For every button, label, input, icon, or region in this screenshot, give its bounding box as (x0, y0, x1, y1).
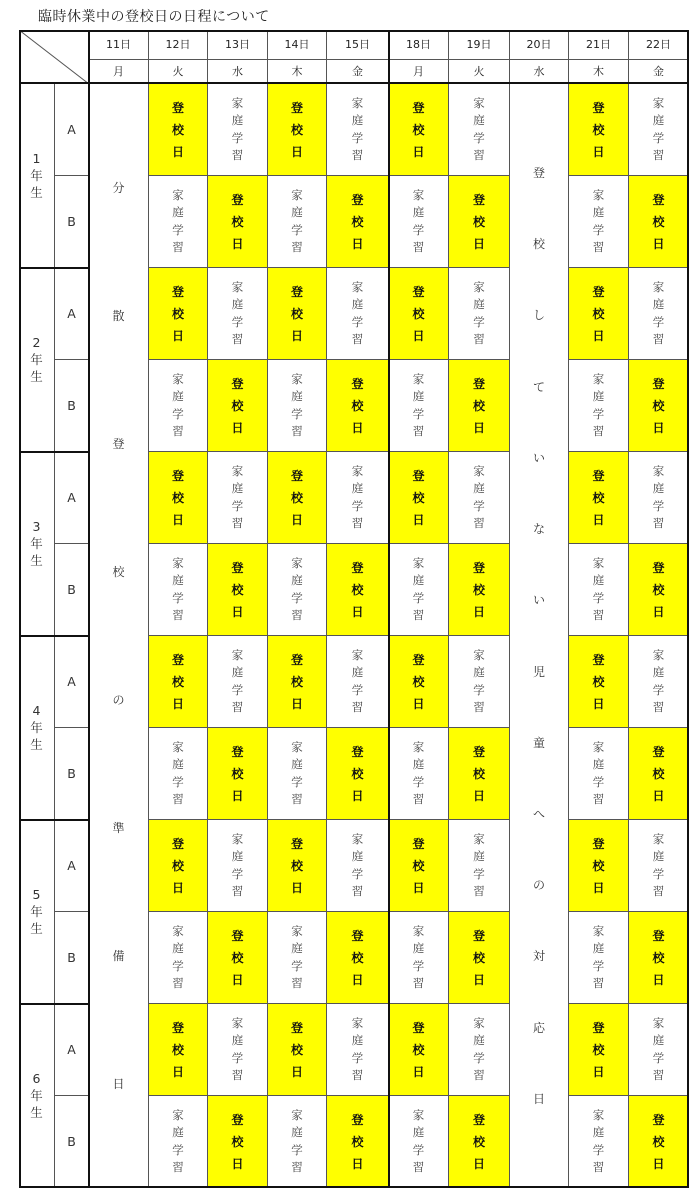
home-study-cell (389, 1096, 449, 1188)
home-study-cell (327, 820, 389, 912)
school-day-cell (569, 268, 629, 360)
home-study-cell (268, 360, 327, 452)
home-study-text: 家 庭 学 習 (291, 739, 303, 806)
grade-label-text: 1 年 生 (30, 151, 43, 200)
home-study-cell (268, 1096, 327, 1188)
grade-label-6 (19, 1004, 55, 1188)
school-day-cell (327, 176, 389, 268)
home-study-cell (327, 84, 389, 176)
grade-label-5 (19, 820, 55, 1004)
school-day-cell (389, 84, 449, 176)
grade-label-text: 3 年 生 (30, 519, 43, 568)
school-day-text: 登 校 日 (171, 468, 184, 527)
school-day-text: 登 校 日 (231, 1112, 244, 1171)
home-study-text: 家 庭 学 習 (172, 371, 184, 438)
home-study-text: 家 庭 学 習 (231, 279, 244, 346)
home-study-text: 家 庭 学 習 (652, 1015, 665, 1082)
group-label-B: B (55, 176, 89, 268)
school-day-cell (268, 84, 327, 176)
header-date-5: 18日 (389, 30, 449, 60)
school-day-text: 登 校 日 (472, 1112, 485, 1171)
school-day-cell (569, 452, 629, 544)
home-study-cell (389, 728, 449, 820)
home-study-text: 家 庭 学 習 (172, 555, 184, 622)
home-study-text: 家 庭 学 習 (592, 555, 605, 622)
home-study-text: 家 庭 学 習 (652, 831, 665, 898)
home-study-text: 家 庭 学 習 (412, 371, 425, 438)
home-study-text: 家 庭 学 習 (473, 279, 485, 346)
school-day-text: 登 校 日 (412, 652, 425, 711)
school-day-text: 登 校 日 (351, 744, 364, 803)
school-day-text: 登 校 日 (171, 652, 184, 711)
school-day-cell (569, 820, 629, 912)
school-day-cell (268, 1004, 327, 1096)
school-day-text: 登 校 日 (231, 192, 244, 251)
school-day-text: 登 校 日 (290, 100, 303, 159)
home-study-cell (569, 1096, 629, 1188)
school-day-cell (629, 544, 689, 636)
school-day-cell (327, 912, 389, 1004)
home-study-text: 家 庭 学 習 (172, 187, 184, 254)
school-day-cell (268, 452, 327, 544)
home-study-cell (629, 452, 689, 544)
header-weekday-2: 水 (208, 60, 268, 84)
home-study-text: 家 庭 学 習 (652, 463, 665, 530)
home-study-text: 家 庭 学 習 (351, 1015, 364, 1082)
school-day-text: 登 校 日 (592, 1020, 605, 1079)
school-day-cell (389, 452, 449, 544)
home-study-cell (569, 360, 629, 452)
grade-label-text: 6 年 生 (30, 1071, 43, 1120)
school-day-cell (449, 360, 510, 452)
page-title: 臨時休業中の登校日の日程について (38, 9, 270, 25)
group-label-B: B (55, 1096, 89, 1188)
home-study-text: 家 庭 学 習 (231, 463, 244, 530)
school-day-text: 登 校 日 (472, 560, 485, 619)
home-study-text: 家 庭 学 習 (291, 1107, 303, 1174)
home-study-cell (569, 544, 629, 636)
grade-divider (19, 1003, 89, 1005)
school-day-text: 登 校 日 (652, 560, 665, 619)
header-date-7: 20日 (510, 30, 569, 60)
school-day-text: 登 校 日 (171, 284, 184, 343)
grade-label-text: 5 年 生 (30, 887, 43, 936)
home-study-text: 家 庭 学 習 (291, 555, 303, 622)
school-day-text: 登 校 日 (290, 468, 303, 527)
home-study-text: 家 庭 学 習 (592, 739, 605, 806)
home-study-text: 家 庭 学 習 (172, 739, 184, 806)
column-20-note-text: 登 校 し て い な い 児 童 へ の 対 応 日 (532, 166, 545, 1106)
school-day-text: 登 校 日 (231, 376, 244, 435)
table-border-top (19, 30, 689, 32)
school-day-cell (629, 728, 689, 820)
school-day-text: 登 校 日 (290, 652, 303, 711)
school-day-cell (389, 1004, 449, 1096)
home-study-text: 家 庭 学 習 (473, 831, 485, 898)
home-study-text: 家 庭 学 習 (172, 923, 184, 990)
group-label-B: B (55, 912, 89, 1004)
header-date-0: 11日 (89, 30, 149, 60)
home-study-cell (208, 1004, 268, 1096)
school-day-cell (149, 84, 208, 176)
home-study-cell (629, 1004, 689, 1096)
school-day-cell (208, 544, 268, 636)
school-day-cell (389, 268, 449, 360)
school-day-cell (449, 1096, 510, 1188)
column-11-note (89, 84, 149, 1188)
school-day-cell (629, 912, 689, 1004)
school-day-cell (327, 544, 389, 636)
group-label-A: A (55, 1004, 89, 1096)
table-border-bottom (19, 1186, 689, 1188)
home-study-text: 家 庭 学 習 (473, 95, 485, 162)
home-study-cell (449, 84, 510, 176)
grade-divider (19, 819, 89, 821)
header-weekday-1: 火 (149, 60, 208, 84)
corner-diagonal (19, 30, 89, 84)
header-bottom-rule (19, 82, 689, 84)
school-day-text: 登 校 日 (231, 560, 244, 619)
home-study-cell (449, 636, 510, 728)
school-day-text: 登 校 日 (231, 744, 244, 803)
home-study-text: 家 庭 学 習 (473, 647, 485, 714)
school-day-text: 登 校 日 (412, 284, 425, 343)
school-day-text: 登 校 日 (412, 1020, 425, 1079)
home-study-text: 家 庭 学 習 (172, 1107, 184, 1174)
school-day-cell (569, 84, 629, 176)
school-day-cell (449, 728, 510, 820)
group-label-B: B (55, 728, 89, 820)
grade-divider (19, 635, 89, 637)
home-study-cell (327, 636, 389, 728)
home-study-text: 家 庭 学 習 (231, 831, 244, 898)
grade-divider (19, 451, 89, 453)
school-day-text: 登 校 日 (351, 192, 364, 251)
grade-label-4 (19, 636, 55, 820)
home-study-text: 家 庭 学 習 (291, 923, 303, 990)
school-day-cell (569, 636, 629, 728)
home-study-cell (629, 636, 689, 728)
schedule-table (19, 30, 689, 1194)
school-day-cell (389, 820, 449, 912)
home-study-cell (268, 544, 327, 636)
header-date-8: 21日 (569, 30, 629, 60)
home-study-text: 家 庭 学 習 (291, 187, 303, 254)
home-study-cell (327, 268, 389, 360)
group-label-A: A (55, 84, 89, 176)
school-day-cell (449, 544, 510, 636)
header-weekday-6: 火 (449, 60, 510, 84)
school-day-text: 登 校 日 (290, 1020, 303, 1079)
school-day-text: 登 校 日 (472, 928, 485, 987)
grade-label-text: 4 年 生 (30, 703, 43, 752)
home-study-cell (389, 176, 449, 268)
home-study-text: 家 庭 学 習 (412, 923, 425, 990)
header-date-9: 22日 (629, 30, 689, 60)
header-weekday-8: 木 (569, 60, 629, 84)
school-day-cell (208, 360, 268, 452)
column-11-note-text: 分 散 登 校 の 準 備 日 (112, 181, 125, 1091)
home-study-cell (327, 1004, 389, 1096)
school-day-text: 登 校 日 (472, 744, 485, 803)
school-day-text: 登 校 日 (171, 100, 184, 159)
group-label-B: B (55, 360, 89, 452)
school-day-cell (149, 1004, 208, 1096)
school-day-text: 登 校 日 (472, 192, 485, 251)
school-day-cell (268, 636, 327, 728)
school-day-text: 登 校 日 (412, 100, 425, 159)
home-study-cell (149, 912, 208, 1004)
home-study-cell (449, 1004, 510, 1096)
school-day-cell (149, 268, 208, 360)
school-day-cell (268, 820, 327, 912)
home-study-text: 家 庭 学 習 (351, 831, 364, 898)
home-study-text: 家 庭 学 習 (473, 1015, 485, 1082)
school-day-text: 登 校 日 (652, 376, 665, 435)
school-day-text: 登 校 日 (290, 284, 303, 343)
home-study-cell (389, 360, 449, 452)
header-weekday-9: 金 (629, 60, 689, 84)
home-study-text: 家 庭 学 習 (473, 463, 485, 530)
home-study-text: 家 庭 学 習 (351, 279, 364, 346)
group-label-A: A (55, 636, 89, 728)
school-day-cell (629, 176, 689, 268)
header-weekday-7: 水 (510, 60, 569, 84)
school-day-text: 登 校 日 (652, 1112, 665, 1171)
home-study-cell (208, 268, 268, 360)
table-border-right (687, 30, 689, 1188)
home-study-cell (569, 176, 629, 268)
home-study-text: 家 庭 学 習 (231, 95, 244, 162)
home-study-cell (449, 268, 510, 360)
school-day-cell (268, 268, 327, 360)
header-weekday-3: 木 (268, 60, 327, 84)
home-study-cell (268, 728, 327, 820)
home-study-cell (449, 452, 510, 544)
school-day-cell (327, 1096, 389, 1188)
header-date-2: 13日 (208, 30, 268, 60)
home-study-cell (389, 544, 449, 636)
grade-label-3 (19, 452, 55, 636)
home-study-text: 家 庭 学 習 (592, 923, 605, 990)
school-day-cell (149, 820, 208, 912)
home-study-cell (149, 544, 208, 636)
home-study-text: 家 庭 学 習 (231, 647, 244, 714)
home-study-text: 家 庭 学 習 (412, 739, 425, 806)
school-day-text: 登 校 日 (351, 928, 364, 987)
home-study-text: 家 庭 学 習 (652, 647, 665, 714)
school-day-cell (629, 360, 689, 452)
home-study-text: 家 庭 学 習 (351, 647, 364, 714)
school-day-text: 登 校 日 (351, 1112, 364, 1171)
grade-divider (19, 267, 89, 269)
home-study-cell (389, 912, 449, 1004)
school-day-text: 登 校 日 (351, 376, 364, 435)
home-study-text: 家 庭 学 習 (652, 95, 665, 162)
school-day-text: 登 校 日 (351, 560, 364, 619)
grade-label-1 (19, 84, 55, 268)
header-weekday-4: 金 (327, 60, 389, 84)
school-day-cell (149, 636, 208, 728)
home-study-text: 家 庭 学 習 (412, 1107, 425, 1174)
school-day-text: 登 校 日 (652, 928, 665, 987)
header-corner (19, 30, 89, 84)
school-day-cell (327, 728, 389, 820)
grade-label-2 (19, 268, 55, 452)
home-study-text: 家 庭 学 習 (412, 187, 425, 254)
school-day-cell (208, 728, 268, 820)
home-study-cell (208, 84, 268, 176)
header-date-1: 12日 (149, 30, 208, 60)
home-study-cell (268, 912, 327, 1004)
home-study-cell (569, 728, 629, 820)
column-20-note (510, 84, 569, 1188)
header-date-4: 15日 (327, 30, 389, 60)
school-day-text: 登 校 日 (592, 836, 605, 895)
table-border-left (19, 30, 21, 1188)
home-study-cell (149, 360, 208, 452)
school-day-text: 登 校 日 (592, 284, 605, 343)
home-study-cell (629, 820, 689, 912)
home-study-text: 家 庭 学 習 (351, 95, 364, 162)
group-label-A: A (55, 268, 89, 360)
home-study-text: 家 庭 学 習 (592, 371, 605, 438)
grade-label-text: 2 年 生 (30, 335, 43, 384)
school-day-text: 登 校 日 (171, 836, 184, 895)
school-day-text: 登 校 日 (592, 468, 605, 527)
school-day-text: 登 校 日 (652, 744, 665, 803)
school-day-text: 登 校 日 (652, 192, 665, 251)
school-day-text: 登 校 日 (592, 100, 605, 159)
home-study-cell (149, 728, 208, 820)
home-study-text: 家 庭 学 習 (592, 1107, 605, 1174)
home-study-cell (629, 268, 689, 360)
group-label-B: B (55, 544, 89, 636)
home-study-text: 家 庭 学 習 (351, 463, 364, 530)
home-study-cell (449, 820, 510, 912)
home-study-cell (208, 820, 268, 912)
school-day-cell (449, 912, 510, 1004)
school-day-cell (208, 912, 268, 1004)
home-study-text: 家 庭 学 習 (412, 555, 425, 622)
school-day-text: 登 校 日 (412, 468, 425, 527)
home-study-cell (149, 1096, 208, 1188)
school-day-cell (569, 1004, 629, 1096)
header-weekday-5: 月 (389, 60, 449, 84)
school-day-text: 登 校 日 (171, 1020, 184, 1079)
school-day-cell (208, 1096, 268, 1188)
school-day-text: 登 校 日 (592, 652, 605, 711)
home-study-cell (629, 84, 689, 176)
school-day-cell (208, 176, 268, 268)
school-day-cell (629, 1096, 689, 1188)
school-day-cell (389, 636, 449, 728)
home-study-text: 家 庭 学 習 (231, 1015, 244, 1082)
week-divider (388, 30, 390, 1188)
header-date-3: 14日 (268, 30, 327, 60)
home-study-cell (208, 636, 268, 728)
school-day-text: 登 校 日 (472, 376, 485, 435)
home-study-cell (268, 176, 327, 268)
header-weekday-0: 月 (89, 60, 149, 84)
group-label-A: A (55, 452, 89, 544)
home-study-text: 家 庭 学 習 (291, 371, 303, 438)
label-column-rule (88, 30, 90, 1188)
home-study-text: 家 庭 学 習 (652, 279, 665, 346)
school-day-cell (327, 360, 389, 452)
school-day-text: 登 校 日 (231, 928, 244, 987)
school-day-cell (449, 176, 510, 268)
home-study-cell (149, 176, 208, 268)
header-date-6: 19日 (449, 30, 510, 60)
home-study-cell (208, 452, 268, 544)
group-label-A: A (55, 820, 89, 912)
home-study-text: 家 庭 学 習 (592, 187, 605, 254)
school-day-cell (149, 452, 208, 544)
school-day-text: 登 校 日 (290, 836, 303, 895)
school-day-text: 登 校 日 (412, 836, 425, 895)
home-study-cell (569, 912, 629, 1004)
home-study-cell (327, 452, 389, 544)
